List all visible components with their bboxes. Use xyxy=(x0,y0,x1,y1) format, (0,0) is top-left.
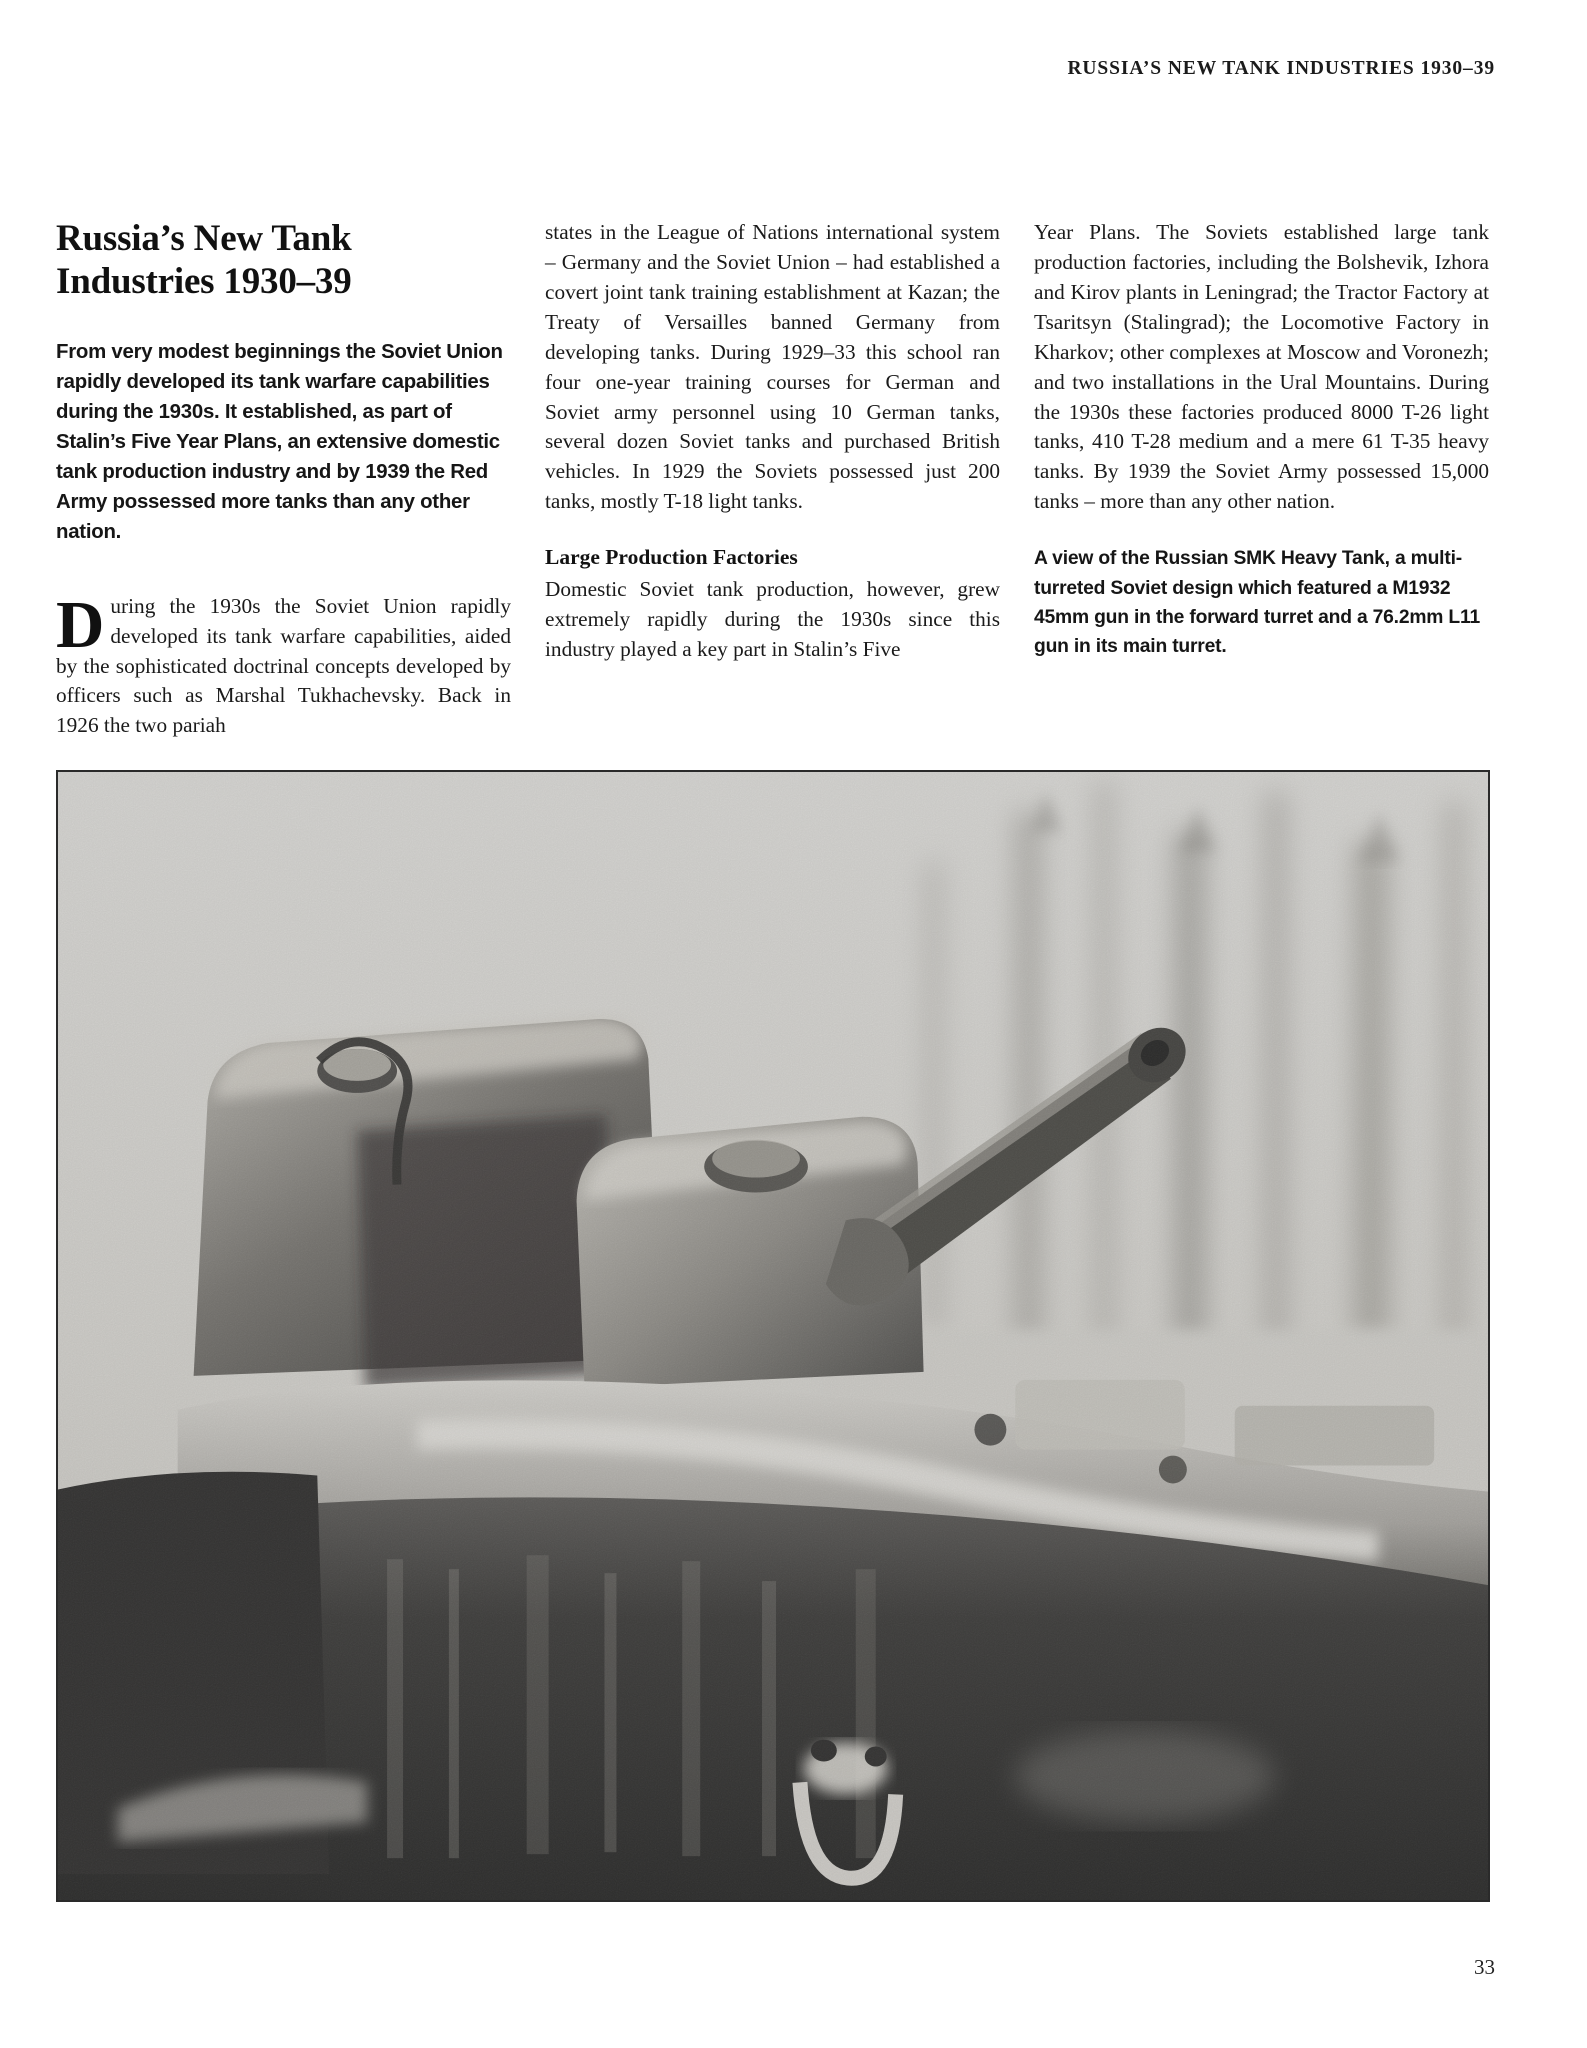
column-right xyxy=(1034,218,1489,741)
body-paragraph-1: During the 1930s the Soviet Union rapidly developed its tank warfare capabilities, aided by the sophisticated doctrinal concepts developed by officers such as Marshal Tukhachevsky. Back in 1926 the two pariah xyxy=(56,587,511,738)
body-paragraph-4: Year Plans. The Soviets established large tank production factories, including the Bolshevik, Izhora and Kirov plants in Leningrad; the Tractor Factory at Tsaritsyn (Stalingrad); the Locomotive Factory in Kharkov; other complexes at Moscow and Voronezh; and two installations in the Ural Mountains. During the 1930s these factories produced 8000 T-26 light tanks, 410 T-28 medium and a mere 61 T-35 heavy tanks. By 1939 the Soviet Army possessed 15,000 tanks – more than any other nation. xyxy=(1034,220,1489,514)
column-middle xyxy=(545,218,1000,741)
column-left xyxy=(56,218,511,741)
running-header: RUSSIA’S NEW TANK INDUSTRIES 1930–39 xyxy=(1067,58,1495,79)
standfirst: From very modest beginnings the Soviet Union rapidly developed its tank warfare capabilities during the 1930s. It established, as part of Stalin’s Five Year Plans, an extensive domestic tank production industry and by 1939 the Red Army possessed more tanks than any other nation. xyxy=(56,340,503,543)
body-paragraph-3: Domestic Soviet tank production, however, grew extremely rapidly during the 1930s since this industry played a key part in Stalin’s Five xyxy=(545,577,1000,661)
figure-caption: A view of the Russian SMK Heavy Tank, a multi-turreted Soviet design which featured a M1932 45mm gun in the forward turret and a 76.2mm L11 gun in its main turret. xyxy=(1034,548,1480,658)
tank-photograph xyxy=(56,770,1490,1902)
section-subhead: Large Production Factories xyxy=(545,545,798,570)
body-paragraph-2: states in the League of Nations international system – Germany and the Soviet Union – had established a covert joint tank training establishment at Kazan; the Treaty of Versailles banned Germany from developing tanks. During 1929–33 this school ran four one-year training courses for German and Soviet army personnel using 10 German tanks, several dozen Soviet tanks and purchased British vehicles. In 1929 the Soviets possessed just 200 tanks, mostly T-18 light tanks. xyxy=(545,220,1000,514)
article-columns xyxy=(56,218,1490,741)
page-title: Russia’s New Tank Industries 1930–39 xyxy=(56,218,352,302)
page-number: 33 xyxy=(1474,1955,1495,1979)
tank-photograph-image xyxy=(58,772,1488,1900)
